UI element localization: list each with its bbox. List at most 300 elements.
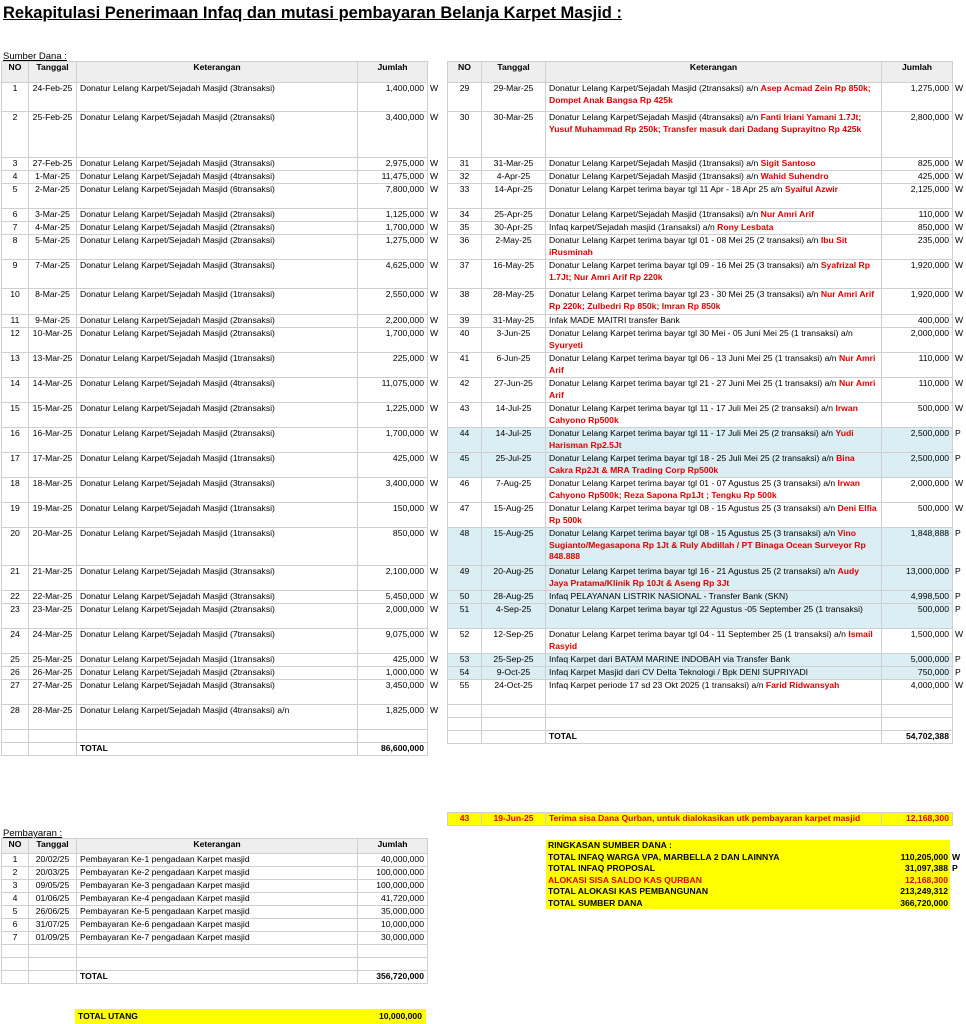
- row-flag: W: [430, 452, 439, 463]
- row-no: 16: [2, 428, 29, 453]
- table-header-row: [2, 62, 442, 83]
- row-date: 12-Sep-25: [482, 629, 546, 654]
- row-amount: 1,225,000: [358, 403, 428, 428]
- row-amount: 40,000,000: [358, 854, 428, 867]
- row-amount: 11,075,000: [358, 378, 428, 403]
- row-amount: 425,000: [882, 171, 953, 184]
- right-donation-table: [447, 61, 966, 744]
- row-no: 15: [2, 403, 29, 428]
- description-text: Infaq PELAYANAN LISTRIK NASIONAL - Transfer Bank (SKN): [549, 591, 789, 601]
- row-description: Pembayaran Ke-4 pengadaan Karpet masjid: [77, 893, 358, 906]
- description-text: Infak MADE MAITRI transfer Bank: [549, 315, 680, 325]
- row-description: [546, 378, 882, 403]
- donor-names: Yudi Harisman Rp2.5Jt: [549, 428, 854, 450]
- row-description: Donatur Lelang Karpet/Sejadah Masjid (1transaksi): [77, 289, 358, 315]
- table-row: [2, 453, 442, 478]
- row-date: 3-Mar-25: [29, 209, 77, 222]
- table-row: [2, 604, 442, 629]
- row-description: Donatur Lelang Karpet/Sejadah Masjid (2transaksi): [77, 428, 358, 453]
- row-no: 25: [2, 654, 29, 667]
- row-date: 4-Mar-25: [29, 222, 77, 235]
- row-description: Pembayaran Ke-1 pengadaan Karpet masjid: [77, 854, 358, 867]
- empty-cell: [29, 971, 77, 984]
- row-flag: P: [953, 591, 966, 604]
- page-title: Rekapitulasi Penerimaan Infaq dan mutasi pembayaran Belanja Karpet Masjid :: [3, 4, 622, 22]
- row-description: Donatur Lelang Karpet/Sejadah Masjid (3transaksi): [77, 158, 358, 171]
- row-description: [546, 629, 882, 654]
- empty-cell: [482, 718, 546, 731]
- table-header-row: [2, 839, 428, 854]
- row-date: 5-Mar-25: [29, 235, 77, 260]
- donor-names: Ibu Sit iRusminah: [549, 235, 848, 257]
- row-description: [546, 209, 882, 222]
- row-flag: P: [953, 604, 966, 629]
- row-date: 15-Aug-25: [482, 503, 546, 528]
- row-no: 33: [448, 184, 482, 209]
- row-flag: W: [430, 679, 439, 690]
- table-row: [2, 353, 442, 378]
- description-text: Donatur Lelang Karpet/Sejadah Masjid (1transaksi) a/n: [549, 171, 761, 181]
- row-date: 01/06/25: [29, 893, 77, 906]
- payment-total: 356,720,000: [358, 971, 428, 984]
- table-row: [448, 171, 966, 184]
- row-description: [546, 328, 882, 353]
- row-no: 43: [448, 403, 482, 428]
- donor-names: Syuryeti: [549, 339, 583, 350]
- row-date: 25-Apr-25: [482, 209, 546, 222]
- table-row: [448, 591, 966, 604]
- row-amount: 1,700,000: [358, 328, 428, 353]
- row-no: 6: [2, 209, 29, 222]
- row-flag: W: [430, 314, 439, 325]
- row-amount: 750,000: [882, 667, 953, 680]
- table-row: [2, 667, 442, 680]
- row-date: 2-May-25: [482, 235, 546, 260]
- row-description: [546, 315, 882, 328]
- summary-title-row: [546, 840, 964, 852]
- row-amount: 110,000: [882, 353, 953, 378]
- table-row: [448, 158, 966, 171]
- row-description: Donatur Lelang Karpet/Sejadah Masjid (2transaksi): [77, 667, 358, 680]
- row-date: 25-Sep-25: [482, 654, 546, 667]
- header-jumlah: Jumlah: [882, 62, 953, 83]
- header-keterangan: Keterangan: [77, 839, 358, 854]
- row-amount: 2,800,000: [882, 112, 953, 158]
- table-row: [2, 503, 442, 528]
- description-text: Donatur Lelang Karpet terima bayar tgl 04 - 11 September 25 (1 transaksi) a/n: [549, 629, 849, 639]
- empty-cell: [2, 730, 29, 743]
- empty-cell: [953, 705, 966, 718]
- row-date: 14-Jul-25: [482, 428, 546, 453]
- row-amount: 1,275,000: [358, 235, 428, 260]
- row-flag: W: [953, 112, 966, 158]
- row-amount: 150,000: [358, 503, 428, 528]
- summary-flag: [950, 898, 964, 910]
- table-row: [448, 667, 966, 680]
- row-description: [546, 235, 882, 260]
- row-description: [546, 171, 882, 184]
- row-no: 49: [448, 566, 482, 591]
- donor-names: Farid Ridwansyah: [765, 680, 840, 690]
- row-description: [546, 184, 882, 209]
- row-amount: 1,275,000: [882, 83, 953, 112]
- row-flag: W: [430, 221, 439, 232]
- row-amount: 1,825,000: [358, 705, 428, 730]
- row-amount: 235,000: [882, 235, 953, 260]
- row-date: 30-Apr-25: [482, 222, 546, 235]
- summary-value: 31,097,388: [871, 863, 950, 875]
- row-date: 01/09/25: [29, 932, 77, 945]
- row-no: 24: [2, 629, 29, 654]
- row-flag: W: [953, 260, 966, 289]
- row-amount: 1,920,000: [882, 260, 953, 289]
- row-description: Donatur Lelang Karpet/Sejadah Masjid (2transaksi): [77, 209, 358, 222]
- table-row: [448, 353, 966, 378]
- row-description: Pembayaran Ke-2 pengadaan Karpet masjid: [77, 867, 358, 880]
- row-amount: 100,000,000: [358, 867, 428, 880]
- row-date: 27-Jun-25: [482, 378, 546, 403]
- left-donation-table: [1, 61, 442, 756]
- row-amount: 500,000: [882, 403, 953, 428]
- empty-cell: [2, 743, 29, 756]
- total-utang-label: TOTAL UTANG: [78, 1011, 138, 1021]
- row-amount: 1,500,000: [882, 629, 953, 654]
- description-text: Donatur Lelang Karpet terima bayar tgl 09 - 16 Mei 25 (3 transaksi) a/n: [549, 260, 821, 270]
- row-description: Donatur Lelang Karpet/Sejadah Masjid (4transaksi) a/n: [77, 705, 358, 730]
- empty-cell: [428, 730, 442, 743]
- header-jumlah: Jumlah: [358, 62, 428, 83]
- row-date: 3-Jun-25: [482, 328, 546, 353]
- row-no: 19: [2, 503, 29, 528]
- row-amount: 850,000: [358, 528, 428, 566]
- row-amount: 2,000,000: [358, 604, 428, 629]
- row-description: Donatur Lelang Karpet/Sejadah Masjid (6transaksi): [77, 184, 358, 209]
- row-description: [546, 604, 882, 629]
- summary-label: ALOKASI SISA SALDO KAS QURBAN: [546, 875, 871, 887]
- description-text: Donatur Lelang Karpet/Sejadah Masjid (1transaksi) a/n: [549, 209, 761, 219]
- summary-row: [546, 886, 964, 898]
- table-row: [2, 83, 442, 112]
- row-amount: 2,125,000: [882, 184, 953, 209]
- row-no: 32: [448, 171, 482, 184]
- summary-label: TOTAL INFAQ PROPOSAL: [546, 863, 871, 875]
- donor-names: Nur Amri Arif: [760, 209, 814, 219]
- summary-value: 213,249,312: [871, 886, 950, 898]
- row-flag: W: [953, 171, 966, 184]
- row-amount: 500,000: [882, 503, 953, 528]
- description-text: Infaq Karpet Masjid dari CV Delta Teknologi / Bpk DENI SUPRIYADI: [549, 667, 809, 677]
- table-row: [2, 112, 442, 158]
- row-flag: W: [430, 603, 439, 614]
- row-flag: W: [430, 208, 439, 219]
- row-amount: 41,720,000: [358, 893, 428, 906]
- row-flag: W: [430, 527, 439, 538]
- empty-cell: [882, 705, 953, 718]
- row-flag: W: [430, 427, 439, 438]
- row-date: 19-Mar-25: [29, 503, 77, 528]
- row-amount: 5,000,000: [882, 654, 953, 667]
- table-row: [448, 604, 966, 629]
- row-description: Donatur Lelang Karpet/Sejadah Masjid (1transaksi): [77, 528, 358, 566]
- row-no: 52: [448, 629, 482, 654]
- row-no: 36: [448, 235, 482, 260]
- row-date: 14-Apr-25: [482, 184, 546, 209]
- row-description: Pembayaran Ke-7 pengadaan Karpet masjid: [77, 932, 358, 945]
- row-no: 5: [2, 906, 29, 919]
- row-amount: 3,400,000: [358, 112, 428, 158]
- row-no: 21: [2, 566, 29, 591]
- pembayaran-label: Pembayaran :: [3, 828, 63, 839]
- row-description: Pembayaran Ke-3 pengadaan Karpet masjid: [77, 880, 358, 893]
- donor-names: Syafrizal Rp 1.7Jt; Nur Amri Arif Rp 220k: [549, 260, 871, 282]
- payment-row: [2, 867, 428, 880]
- row-flag: W: [953, 353, 966, 378]
- row-no: 2: [2, 112, 29, 158]
- row-amount: 11,475,000: [358, 171, 428, 184]
- row-description: Donatur Lelang Karpet/Sejadah Masjid (3transaksi): [77, 591, 358, 604]
- row-amount: 10,000,000: [358, 919, 428, 932]
- table-row: [448, 235, 966, 260]
- row-description: Donatur Lelang Karpet/Sejadah Masjid (1transaksi): [77, 453, 358, 478]
- empty-cell: [882, 718, 953, 731]
- row-date: 10-Mar-25: [29, 328, 77, 353]
- row-description: Donatur Lelang Karpet/Sejadah Masjid (2transaksi): [77, 328, 358, 353]
- row-flag: W: [430, 82, 439, 93]
- table-row: [2, 629, 442, 654]
- row-flag: W: [430, 327, 439, 338]
- donor-names: Deni Elfia Rp 500k: [549, 503, 877, 525]
- empty-cell: [77, 958, 358, 971]
- row-date: 26/06/25: [29, 906, 77, 919]
- table-row: [448, 83, 966, 112]
- total-row: [2, 743, 442, 756]
- table-row: [448, 209, 966, 222]
- donor-names: Bina Cakra Rp2Jt & MRA Trading Corp Rp500k: [549, 453, 855, 475]
- row-amount: 2,550,000: [358, 289, 428, 315]
- donor-names: Syaiful Azwir: [784, 184, 839, 194]
- row-flag: P: [953, 566, 966, 591]
- row-no: 14: [2, 378, 29, 403]
- header-keterangan: Keterangan: [546, 62, 882, 83]
- table-row: [448, 222, 966, 235]
- row-description: Donatur Lelang Karpet/Sejadah Masjid (2transaksi): [77, 235, 358, 260]
- header-no: NO: [2, 839, 29, 854]
- donor-names: Vino Sugianto/Megasapona Rp 1Jt & Ruly Abdillah / PT Binaga Ocean Surveyor Rp 848.888: [549, 528, 866, 561]
- table-row: [2, 315, 442, 328]
- row-description: [546, 112, 882, 158]
- row-description: Donatur Lelang Karpet/Sejadah Masjid (2transaksi): [77, 604, 358, 629]
- row-no: 34: [448, 209, 482, 222]
- row-flag: W: [430, 259, 439, 270]
- payment-table: [1, 838, 428, 984]
- row-amount: 425,000: [358, 453, 428, 478]
- table-row: [2, 328, 442, 353]
- row-no: 48: [448, 528, 482, 566]
- row-flag: W: [953, 289, 966, 315]
- table-row: [2, 403, 442, 428]
- table-row: [2, 528, 442, 566]
- row-flag: W: [430, 666, 439, 677]
- row-date: 31-Mar-25: [482, 158, 546, 171]
- row-amount: 5,450,000: [358, 591, 428, 604]
- table-row: [448, 378, 966, 403]
- description-text: Donatur Lelang Karpet/Sejadah Masjid (2transaksi) a/n: [549, 83, 761, 93]
- description-text: Donatur Lelang Karpet/Sejadah Masjid (1transaksi) a/n: [549, 158, 761, 168]
- row-flag: W: [430, 590, 439, 601]
- summary-value: 12,168,300: [871, 875, 950, 887]
- row-no: 1: [2, 83, 29, 112]
- table-row: [2, 184, 442, 209]
- row-flag: W: [430, 502, 439, 513]
- table-row: [448, 629, 966, 654]
- row-date: 28-Mar-25: [29, 705, 77, 730]
- table-row: [2, 171, 442, 184]
- row-amount: 1,700,000: [358, 222, 428, 235]
- table-row: [2, 478, 442, 503]
- row-no: 22: [2, 591, 29, 604]
- description-text: Donatur Lelang Karpet terima bayar tgl 08 - 15 Agustus 25 (3 transaksi) a/n: [549, 503, 838, 513]
- summary-flag: [950, 886, 964, 898]
- row-date: 21-Mar-25: [29, 566, 77, 591]
- empty-cell: [29, 945, 77, 958]
- row-description: Donatur Lelang Karpet/Sejadah Masjid (2transaksi): [77, 222, 358, 235]
- row-no: 13: [2, 353, 29, 378]
- row-description: [546, 503, 882, 528]
- empty-cell: [448, 705, 482, 718]
- row-flag: P: [953, 528, 966, 566]
- row-flag: W: [953, 235, 966, 260]
- row-amount: 110,000: [882, 378, 953, 403]
- row-amount: 1,700,000: [358, 428, 428, 453]
- row-amount: 1,125,000: [358, 209, 428, 222]
- row-flag: P: [953, 667, 966, 680]
- table-header-row: [448, 62, 966, 83]
- row-description: [546, 222, 882, 235]
- row-flag: W: [430, 402, 439, 413]
- row-amount: 500,000: [882, 604, 953, 629]
- payment-row: [2, 932, 428, 945]
- donor-names: Wahid Suhendro: [760, 171, 829, 181]
- sumber-dana-label: Sumber Dana :: [3, 51, 67, 62]
- row-date: 8-Mar-25: [29, 289, 77, 315]
- table-row: [2, 428, 442, 453]
- row-date: 16-May-25: [482, 260, 546, 289]
- total-amount: 86,600,000: [358, 743, 428, 756]
- row-description: [546, 453, 882, 478]
- header-flag: [428, 62, 442, 83]
- description-text: Infaq karpet/Sejadah masjid (1ransaksi) a/n: [549, 222, 718, 232]
- table-row: [2, 260, 442, 289]
- row-no: 31: [448, 158, 482, 171]
- header-no: NO: [2, 62, 29, 83]
- table-row: [2, 378, 442, 403]
- summary-label: TOTAL INFAQ WARGA VPA, MARBELLA 2 DAN LAINNYA: [546, 852, 871, 864]
- row-no: 1: [2, 854, 29, 867]
- row-date: 1-Mar-25: [29, 171, 77, 184]
- total-utang-value: 10,000,000: [378, 1011, 422, 1021]
- empty-row: [2, 730, 442, 743]
- empty-cell: [77, 730, 358, 743]
- row-no: 37: [448, 260, 482, 289]
- row-description: [546, 403, 882, 428]
- row-description: Donatur Lelang Karpet/Sejadah Masjid (1transaksi): [77, 503, 358, 528]
- row-no: 54: [448, 667, 482, 680]
- summary-row: [546, 898, 964, 910]
- total-label: TOTAL: [77, 743, 358, 756]
- row-no: 10: [2, 289, 29, 315]
- header-tanggal: Tanggal: [29, 839, 77, 854]
- row-date: 28-May-25: [482, 289, 546, 315]
- description-text: Infaq Karpet dari BATAM MARINE INDOBAH via Transfer Bank: [549, 654, 790, 664]
- description-text: Donatur Lelang Karpet/Sejadah Masjid (4transaksi) a/n: [549, 112, 761, 122]
- row-date: 26-Mar-25: [29, 667, 77, 680]
- row-date: 16-Mar-25: [29, 428, 77, 453]
- row-amount: 2,000,000: [882, 328, 953, 353]
- row-date: 27-Feb-25: [29, 158, 77, 171]
- row-date: 24-Feb-25: [29, 83, 77, 112]
- row-date: 20-Mar-25: [29, 528, 77, 566]
- row-no: 3: [2, 880, 29, 893]
- row-flag: W: [953, 83, 966, 112]
- empty-row: [448, 718, 966, 731]
- table-row: [448, 260, 966, 289]
- empty-cell: [29, 958, 77, 971]
- row-flag: W: [430, 183, 439, 194]
- row-flag: W: [430, 477, 439, 488]
- description-text: Donatur Lelang Karpet terima bayar tgl 22 Agustus -05 September 25 (1 transaksi): [549, 604, 863, 614]
- table-row: [448, 680, 966, 705]
- payment-row: [2, 919, 428, 932]
- summary-flag: P: [950, 863, 964, 875]
- empty-cell: [953, 718, 966, 731]
- row-flag: W: [953, 629, 966, 654]
- row-description: Donatur Lelang Karpet/Sejadah Masjid (7transaksi): [77, 629, 358, 654]
- row-amount: 3,450,000: [358, 680, 428, 705]
- table-row: [448, 654, 966, 667]
- empty-cell: [482, 731, 546, 744]
- row-flag: P: [953, 654, 966, 667]
- row-date: 20/03/25: [29, 867, 77, 880]
- empty-cell: [953, 731, 966, 744]
- row-flag: W: [430, 234, 439, 245]
- row-date: 20/02/25: [29, 854, 77, 867]
- empty-cell: [448, 718, 482, 731]
- row-flag: W: [430, 704, 439, 715]
- row-no: 55: [448, 680, 482, 705]
- row-no: 26: [2, 667, 29, 680]
- row-date: 9-Oct-25: [482, 667, 546, 680]
- row-flag: W: [430, 111, 439, 122]
- header-no: NO: [448, 62, 482, 83]
- row-description: Donatur Lelang Karpet/Sejadah Masjid (2transaksi): [77, 403, 358, 428]
- row-amount: 7,800,000: [358, 184, 428, 209]
- header-tanggal: Tanggal: [29, 62, 77, 83]
- table-row: [2, 209, 442, 222]
- row-amount: 225,000: [358, 353, 428, 378]
- row-date: 17-Mar-25: [29, 453, 77, 478]
- row-amount: 825,000: [882, 158, 953, 171]
- summary-value: 366,720,000: [871, 898, 950, 910]
- description-text: Donatur Lelang Karpet terima bayar tgl 11 Apr - 18 Apr 25 a/n: [549, 184, 785, 194]
- qurban-row: [448, 813, 966, 826]
- empty-cell: [358, 945, 428, 958]
- donor-names: Audy Jaya Pratama/Klinik Rp 10Jt & Aseng Rp 3Jt: [549, 566, 860, 588]
- description-text: Donatur Lelang Karpet terima bayar tgl 16 - 21 Agustus 25 (2 transaksi) a/n: [549, 566, 838, 576]
- row-flag: W: [953, 680, 966, 705]
- table-row: [2, 289, 442, 315]
- row-no: 11: [2, 315, 29, 328]
- summary-title: RINGKASAN SUMBER DANA :: [546, 840, 871, 852]
